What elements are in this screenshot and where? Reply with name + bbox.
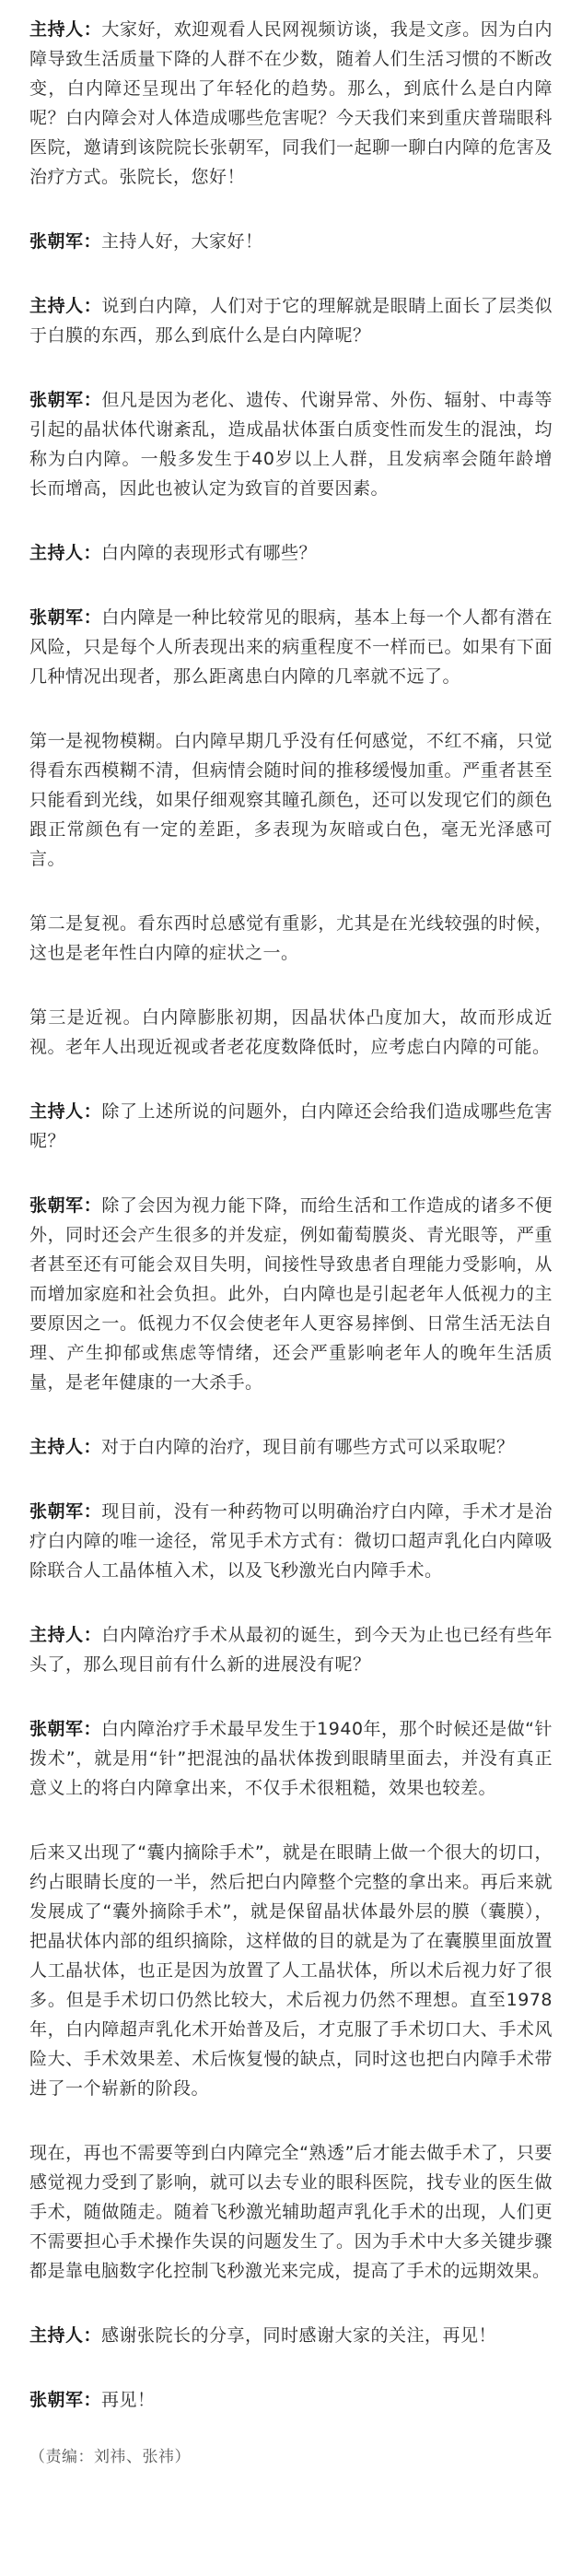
paragraph	[29, 385, 553, 503]
paragraph-text: 现在，再也不需要等到白内障完全“熟透”后才能去做手术了，只要感觉视力受到了影响，就可以去专业的眼科医院，找专业的医生做手术，随做随走。随着飞秒激光辅助超声乳化手术的出现，人们更不需要担心手术操作失误的问题发生了。因为手术中大多关键步骤都是靠电脑数字化控制飞秒激光来完成，提高了手术的远期效果。	[29, 2143, 553, 2281]
paragraph	[29, 909, 553, 968]
editor-note: （责编：刘祎、张祎）	[29, 2448, 191, 2466]
speaker-label: 张朝军：	[29, 2390, 102, 2410]
speaker-label: 主持人：	[29, 19, 102, 40]
paragraph-text: 白内障治疗手术从最初的诞生，到今天为止也已经有些年头了，那么现目前有什么新的进展没有呢？	[29, 1625, 553, 1675]
paragraph	[29, 1714, 553, 1803]
paragraph-text: 主持人好，大家好！	[101, 231, 263, 252]
paragraph	[29, 1620, 553, 1679]
paragraph	[29, 1097, 553, 1156]
paragraph-text: 现目前，没有一种药物可以明确治疗白内障，手术才是治疗白内障的唯一途径，常见手术方式有：微切口超声乳化白内障吸除联合人工晶体植入术，以及飞秒激光白内障手术。	[29, 1501, 553, 1581]
paragraph-text: 说到白内障，人们对于它的理解就是眼睛上面长了层类似于白膜的东西，那么到底什么是白内障呢？	[29, 296, 553, 346]
paragraph-text: 大家好，欢迎观看人民网视频访谈，我是文彦。因为白内障导致生活质量下降的人群不在少数，随着人们生活习惯的不断改变，白内障还呈现出了年轻化的趋势。那么，到底什么是白内障呢？白内障会对人体造成哪些危害呢？今天我们来到重庆普瑞眼科医院，邀请到该院院长张朝军，同我们一起聊一聊白内障的危害及治疗方式。张院长，您好！	[29, 19, 553, 187]
paragraph-text: 但凡是因为老化、遗传、代谢异常、外伤、辐射、中毒等引起的晶状体代谢紊乱，造成晶状体蛋白质变性而发生的混浊，均称为白内障。一般多发生于40岁以上人群，且发病率会随年龄增长而增高，因此也被认定为致盲的首要因素。	[29, 390, 553, 499]
paragraph	[29, 726, 553, 874]
speaker-label: 主持人：	[29, 2325, 102, 2346]
paragraph-text: 后来又出现了“囊内摘除手术”，就是在眼睛上做一个很大的切口，约占眼睛长度的一半，然后把白内障整个完整的拿出来。再后来就发展成了“囊外摘除手术”，就是保留晶状体最外层的膜（囊膜），把晶状体内部的组织摘除，这样做的目的就是为了在囊膜里面放置人工晶状体，也正是因为放置了人工晶状体，所以术后视力好了很多。但是手术切口仍然比较大，术后视力仍然不理想。直至1978年，白内障超声乳化术开始普及后，才克服了手术切口大、手术风险大、手术效果差、术后恢复慢的缺点，同时这也把白内障手术带进了一个崭新的阶段。	[29, 1842, 553, 2099]
speaker-label: 主持人：	[29, 543, 102, 563]
speaker-label: 张朝军：	[29, 1719, 102, 1739]
paragraph	[29, 1497, 553, 1585]
speaker-label: 张朝军：	[29, 607, 102, 628]
paragraph	[29, 2385, 553, 2415]
speaker-label: 主持人：	[29, 1437, 102, 1457]
paragraph	[29, 15, 553, 192]
paragraph	[29, 2321, 553, 2350]
paragraph	[29, 2138, 553, 2286]
speaker-label: 张朝军：	[29, 1501, 102, 1522]
paragraph	[29, 227, 553, 256]
paragraph-text: 第二是复视。看东西时总感觉有重影，尤其是在光线较强的时候，这也是老年性白内障的症状之一。	[29, 913, 553, 963]
speaker-label: 主持人：	[29, 296, 102, 316]
speaker-label: 张朝军：	[29, 1195, 102, 1216]
paragraph	[29, 603, 553, 691]
paragraph-text: 第一是视物模糊。白内障早期几乎没有任何感觉，不红不痛，只觉得看东西模糊不清，但病情会随时间的推移缓慢加重。严重者甚至只能看到光线，如果仔细观察其瞳孔颜色，还可以发现它们的颜色跟正常颜色有一定的差距，多表现为灰暗或白色，毫无光泽感可言。	[29, 731, 553, 869]
speaker-label: 张朝军：	[29, 390, 102, 410]
paragraph-text: 对于白内障的治疗，现目前有哪些方式可以采取呢？	[101, 1437, 515, 1457]
paragraph-text: 白内障治疗手术最早发生于1940年，那个时候还是做“针拨术”，就是用“针”把混浊的晶状体拨到眼睛里面去，并没有真正意义上的将白内障拿出来，不仅手术很粗糙，效果也较差。	[29, 1719, 553, 1798]
paragraph-text: 感谢张院长的分享，同时感谢大家的关注，再见！	[101, 2325, 497, 2346]
speaker-label: 主持人：	[29, 1625, 102, 1645]
paragraph	[29, 291, 553, 350]
paragraph	[29, 1432, 553, 1462]
speaker-label: 主持人：	[29, 1101, 102, 1122]
paragraph-text: 白内障的表现形式有哪些？	[101, 543, 318, 563]
paragraph-text: 除了上述所说的问题外，白内障还会给我们造成哪些危害呢？	[29, 1101, 553, 1151]
paragraph	[29, 1003, 553, 1062]
speaker-label: 张朝军：	[29, 231, 102, 252]
paragraph-text: 除了会因为视力能下降，而给生活和工作造成的诸多不便外，同时还会产生很多的并发症，例如葡萄膜炎、青光眼等，严重者甚至还有可能会双目失明，间接性导致患者自理能力受影响，从而增加家庭和社会负担。此外，白内障也是引起老年人低视力的主要原因之一。低视力不仅会使老年人更容易摔倒、日常生活无法自理、产生抑郁或焦虑等情绪，还会严重影响老年人的晚年生活质量，是老年健康的一大杀手。	[29, 1195, 553, 1393]
paragraph-text: 再见！	[101, 2390, 156, 2410]
paragraph-text: 白内障是一种比较常见的眼病，基本上每一个人都有潜在风险，只是每个人所表现出来的病重程度不一样而已。如果有下面几种情况出现者，那么距离患白内障的几率就不远了。	[29, 607, 553, 687]
paragraph	[29, 1838, 553, 2103]
paragraph	[29, 538, 553, 568]
paragraph	[29, 1191, 553, 1397]
paragraph-text: 第三是近视。白内障膨胀初期，因晶状体凸度加大，故而形成近视。老年人出现近视或者老花度数降低时，应考虑白内障的可能。	[29, 1007, 553, 1057]
